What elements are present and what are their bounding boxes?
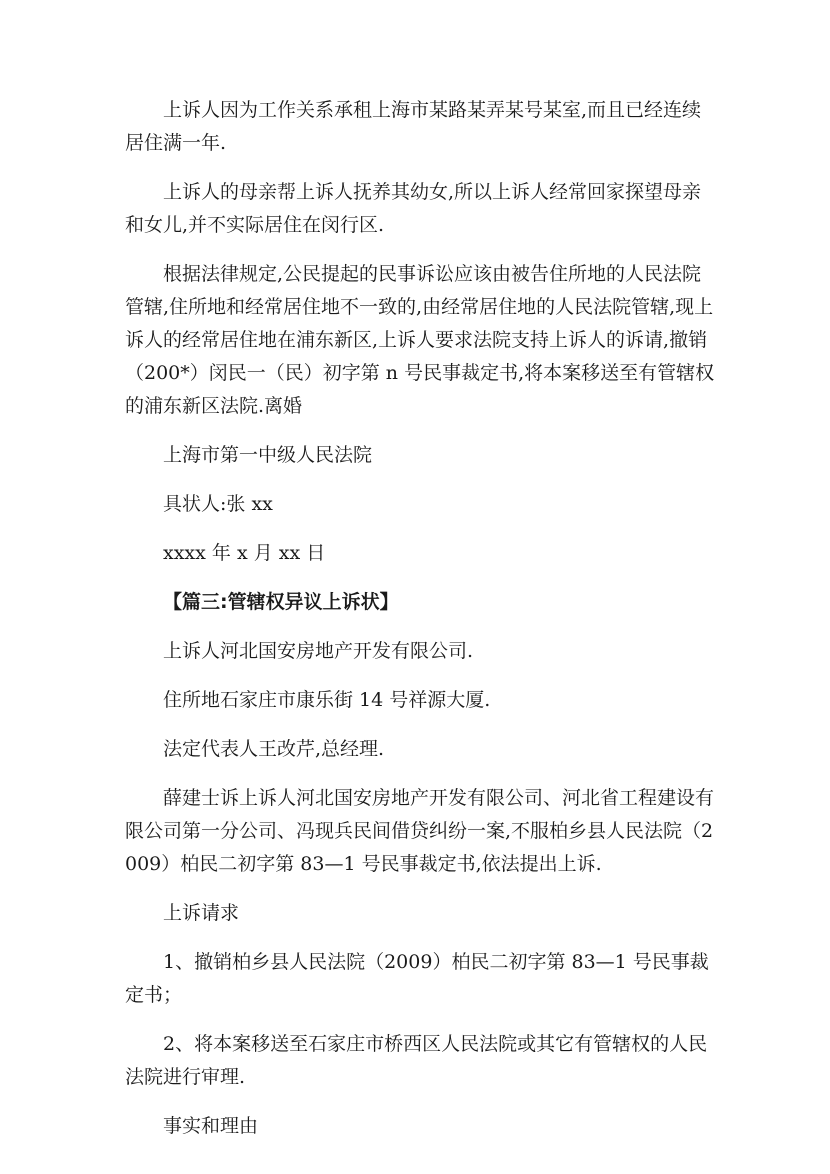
appellant-address: 住所地石家庄市康乐街 14 号祥源大厦. bbox=[163, 689, 491, 711]
legal-representative: 法定代表人王改芹,总经理. bbox=[163, 738, 385, 760]
paragraph-legal-basis: 根据法律规定,公民提起的民事诉讼应该由被告住所地的人民法院管辖,住所地和经常居住地不一致的,由经常居住地的人民法院管辖,现上诉人的经常居住地在浦东新区,上诉人要求法院支持上诉人的诉请,撤销（200*）闵民一（民）初字第 n 号民事裁定书,将本案移送至有管辖权的浦东新区法院.离婚 bbox=[125, 263, 715, 417]
petitioner-signature: 具状人:张 xx bbox=[163, 493, 273, 515]
document-date: xxxx 年 x 月 xx 日 bbox=[163, 542, 326, 564]
appellant-name: 上诉人河北国安房地产开发有限公司. bbox=[163, 640, 474, 662]
paragraph-family: 上诉人的母亲帮上诉人抚养其幼女,所以上诉人经常回家探望母亲和女儿,并不实际居住在闵行区. bbox=[125, 181, 702, 236]
paragraph-lease: 上诉人因为工作关系承租上海市某路某弄某号某室,而且已经连续居住满一年. bbox=[125, 99, 702, 154]
court-name: 上海市第一中级人民法院 bbox=[163, 444, 373, 466]
appeal-requests-heading: 上诉请求 bbox=[163, 902, 240, 924]
section-heading: 【篇三:管辖权异议上诉状】 bbox=[163, 591, 399, 613]
paragraph-case-summary: 薛建士诉上诉人河北国安房地产开发有限公司、河北省工程建设有限公司第一分公司、冯现兵民间借贷纠纷一案,不服柏乡县人民法院（2009）柏民二初字第 83—1 号民事裁定书,依法提出上诉. bbox=[125, 787, 715, 875]
facts-and-reasons-heading: 事实和理由 bbox=[163, 1115, 259, 1137]
appeal-request-2: 2、将本案移送至石家庄市桥西区人民法院或其它有管辖权的人民法院进行审理. bbox=[125, 1033, 708, 1088]
appeal-request-1: 1、撤销柏乡县人民法院（2009）柏民二初字第 83—1 号民事裁定书； bbox=[125, 951, 709, 1006]
document-body bbox=[125, 94, 715, 1159]
